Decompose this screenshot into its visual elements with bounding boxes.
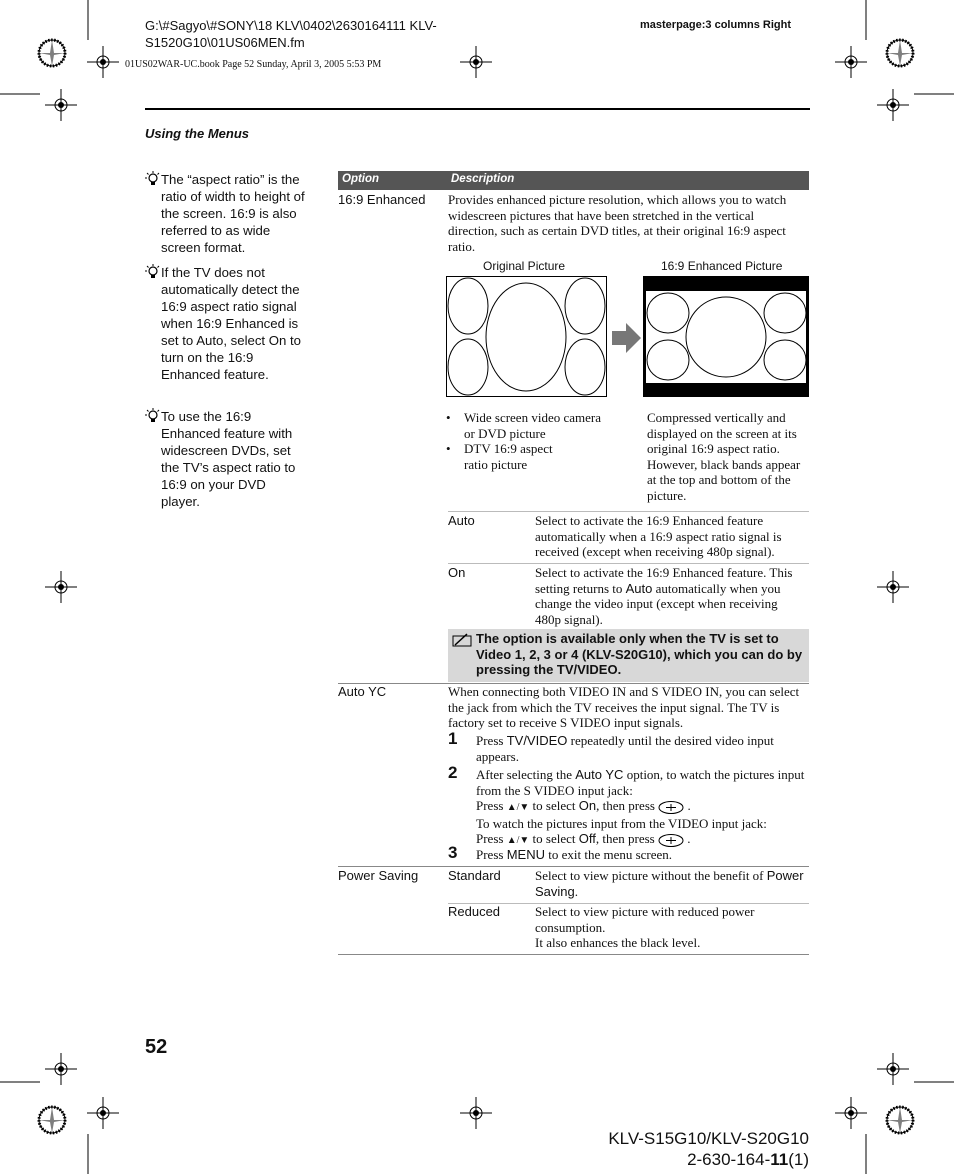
- footer-model: [608, 1128, 809, 1170]
- original-picture-caption: Original Picture: [483, 259, 566, 273]
- divider: [448, 563, 809, 564]
- sub-option-reduced: Reduced: [448, 904, 501, 919]
- divider: [448, 511, 809, 512]
- col-description-header: Description: [451, 173, 515, 185]
- original-picture-illustration: [446, 276, 608, 398]
- step-number: 2: [448, 763, 458, 782]
- note-text: The option is available only when the TV is set to Video 1, 2, 3 or 4 (KLV-S20G10), which you can do by pressing the TV/VIDEO.: [476, 631, 803, 677]
- compressed-explanation: Compressed vertically and displayed on the screen at its original 16:9 aspect ratio. However, black bands appear at the top and bottom of the picture.: [647, 410, 801, 503]
- on-description: Select to activate the 16:9 Enhanced feature. This setting returns to Auto automatically when you change the video input (except when receiving 480p signal).: [535, 565, 793, 627]
- model-name: KLV-S15G10/KLV-S20G10: [608, 1129, 809, 1148]
- header-masterpage: masterpage:3 columns Right: [640, 19, 791, 31]
- joystick-button-icon: [658, 801, 684, 814]
- step-number: 1: [448, 729, 458, 748]
- auto-yc-description: When connecting both VIDEO IN and S VIDEO IN, you can select the jack from which the TV receives the input signal. The TV is factory set to receive S VIDEO input signals.: [448, 684, 800, 730]
- sub-option-standard: Standard: [448, 868, 501, 883]
- step-number: 3: [448, 843, 458, 862]
- joystick-button-icon: [658, 834, 684, 847]
- option-power-saving: Power Saving: [338, 868, 419, 883]
- header-book-info: 01US02WAR-UC.book Page 52 Sunday, April 3, 2005 5:53 PM: [125, 59, 382, 70]
- section-title: Using the Menus: [145, 126, 250, 141]
- part-code: 2-630-164-11(1): [687, 1150, 809, 1169]
- page-number: 52: [145, 1036, 168, 1058]
- option-enhanced: 16:9 Enhanced: [338, 192, 426, 207]
- tip-text: To use the 16:9 Enhanced feature with widescreen DVDs, set the TV’s aspect ratio to 16:9 on your DVD player.: [161, 409, 296, 509]
- divider: [338, 866, 809, 867]
- sub-option-auto: Auto: [448, 513, 475, 528]
- step-3-text: Press MENU to exit the menu screen.: [476, 847, 673, 862]
- arrow-right-icon: [612, 323, 642, 353]
- tip-aspect-ratio: [145, 171, 310, 256]
- enhanced-picture-illustration: [643, 276, 810, 398]
- header-path: G:\#Sagyo\#SONY\18 KLV\0402\2630164111 KLV-S1520G10\01US06MEN.fm: [145, 18, 437, 50]
- auto-description: Select to activate the 16:9 Enhanced feature automatically when a 16:9 aspect ratio signal is received (except when receiving 480p signal).: [535, 513, 782, 559]
- col-option-header: Option: [342, 173, 380, 185]
- standard-description: Select to view picture without the benefit of Power Saving.: [535, 868, 804, 899]
- tip-widescreen-dvd: [145, 408, 310, 510]
- table-bottom-rule: [338, 954, 809, 955]
- list-item: • DTV 16:9 aspect ratio picture: [446, 441, 553, 472]
- tip-auto-detect: [145, 264, 310, 383]
- note-pencil-icon: [452, 633, 474, 647]
- enhanced-picture-caption: 16:9 Enhanced Picture: [661, 259, 783, 273]
- option-auto-yc: Auto YC: [338, 684, 387, 699]
- tip-text: If the TV does not automatically detect the 16:9 aspect ratio signal when 16:9 Enhanced is set to Auto, select On to turn on the 16:9 Enhanced feature.: [161, 265, 302, 382]
- table-header: [338, 171, 809, 190]
- bullet-list: [446, 410, 601, 472]
- step-1-text: Press TV/VIDEO repeatedly until the desired video input appears.: [476, 733, 774, 764]
- step-2-text: After selecting the Auto YC option, to watch the pictures input from the S VIDEO input jack: Press ▲/▼ to select On, then press . To watch the pictures input from the VIDEO input jack: Press ▲/▼ to select Off, then press .: [476, 767, 805, 846]
- list-item: • Wide screen video camera or DVD picture: [446, 410, 601, 441]
- enhanced-description: Provides enhanced picture resolution, which allows you to watch widescreen pictures that have been stretched in the vertical direction, such as certain DVD titles, at their original 16:9 aspect ratio.: [448, 192, 787, 254]
- tip-text: The “aspect ratio” is the ratio of width to height of the screen. 16:9 is also referred to as wide screen format.: [161, 172, 305, 255]
- bullet-text: Wide screen video camera or DVD picture: [464, 410, 601, 441]
- lightbulb-icon: [145, 264, 161, 284]
- lightbulb-icon: [145, 408, 161, 428]
- header-rule: [145, 108, 810, 110]
- bullet-text: DTV 16:9 aspect ratio picture: [464, 441, 553, 472]
- note-box: [448, 629, 809, 682]
- reduced-description: Select to view picture with reduced power consumption. It also enhances the black level.: [535, 904, 755, 950]
- lightbulb-icon: [145, 171, 161, 191]
- sub-option-on: On: [448, 565, 466, 580]
